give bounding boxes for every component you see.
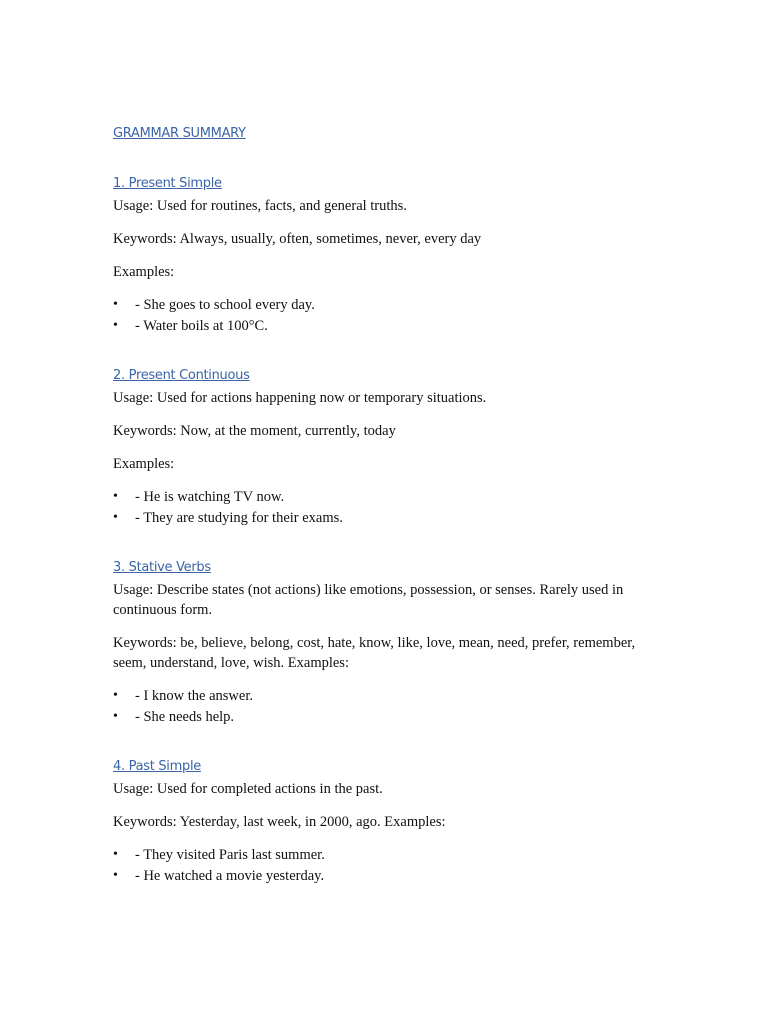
usage-text: Usage: Describe states (not actions) like emotions, possession, or senses. Rarely used in continuous form. [113, 582, 624, 618]
keywords-text: Keywords: Always, usually, often, sometimes, never, every day [113, 231, 482, 247]
list-item [113, 316, 643, 336]
list-item [113, 508, 643, 528]
keywords-text: Keywords: Yesterday, last week, in 2000, ago. Examples: [113, 814, 446, 830]
list-item [113, 845, 643, 865]
list-item [113, 487, 643, 507]
list-item-text: - I know the answer. [135, 688, 253, 704]
list-item-text: - He watched a movie yesterday. [135, 868, 325, 884]
list-item [113, 686, 643, 706]
list-item-text: - Water boils at 100°C. [135, 318, 268, 334]
bullet-icon: • [113, 489, 118, 504]
list-item-text: - She goes to school every day. [135, 297, 315, 313]
list-item-text: - He is watching TV now. [135, 489, 285, 505]
section-stative-verbs [113, 558, 643, 727]
examples-label: Examples: [113, 456, 175, 472]
bullet-icon: • [113, 297, 118, 312]
list-item [113, 866, 643, 886]
examples-list [113, 295, 643, 336]
section-heading: 4. Past Simple [113, 759, 201, 774]
list-item [113, 295, 643, 315]
usage-text: Usage: Used for actions happening now or temporary situations. [113, 390, 487, 406]
list-item-text: - They visited Paris last summer. [135, 847, 325, 863]
keywords-text: Keywords: Now, at the moment, currently, today [113, 423, 396, 439]
list-item-text: - She needs help. [135, 709, 235, 725]
section-present-continuous [113, 366, 643, 528]
bullet-icon: • [113, 510, 118, 525]
bullet-icon: • [113, 318, 118, 333]
section-past-simple [113, 757, 643, 886]
list-item [113, 707, 643, 727]
bullet-icon: • [113, 709, 118, 724]
bullet-icon: • [113, 688, 118, 703]
section-heading: 1. Present Simple [113, 176, 222, 191]
examples-list [113, 845, 643, 886]
document-page [113, 124, 643, 916]
list-item-text: - They are studying for their exams. [135, 510, 343, 526]
usage-text: Usage: Used for routines, facts, and general truths. [113, 198, 407, 214]
examples-list [113, 487, 643, 528]
section-heading: 3. Stative Verbs [113, 560, 211, 575]
usage-text: Usage: Used for completed actions in the past. [113, 781, 383, 797]
bullet-icon: • [113, 847, 118, 862]
examples-label: Examples: [113, 264, 175, 280]
bullet-icon: • [113, 868, 118, 883]
examples-list [113, 686, 643, 727]
keywords-text: Keywords: be, believe, belong, cost, hate, know, like, love, mean, need, prefer, remember, seem, understand, love, wish. Examples: [113, 635, 636, 671]
section-present-simple [113, 174, 643, 336]
section-heading: 2. Present Continuous [113, 368, 250, 383]
document-title: GRAMMAR SUMMARY [113, 126, 246, 141]
